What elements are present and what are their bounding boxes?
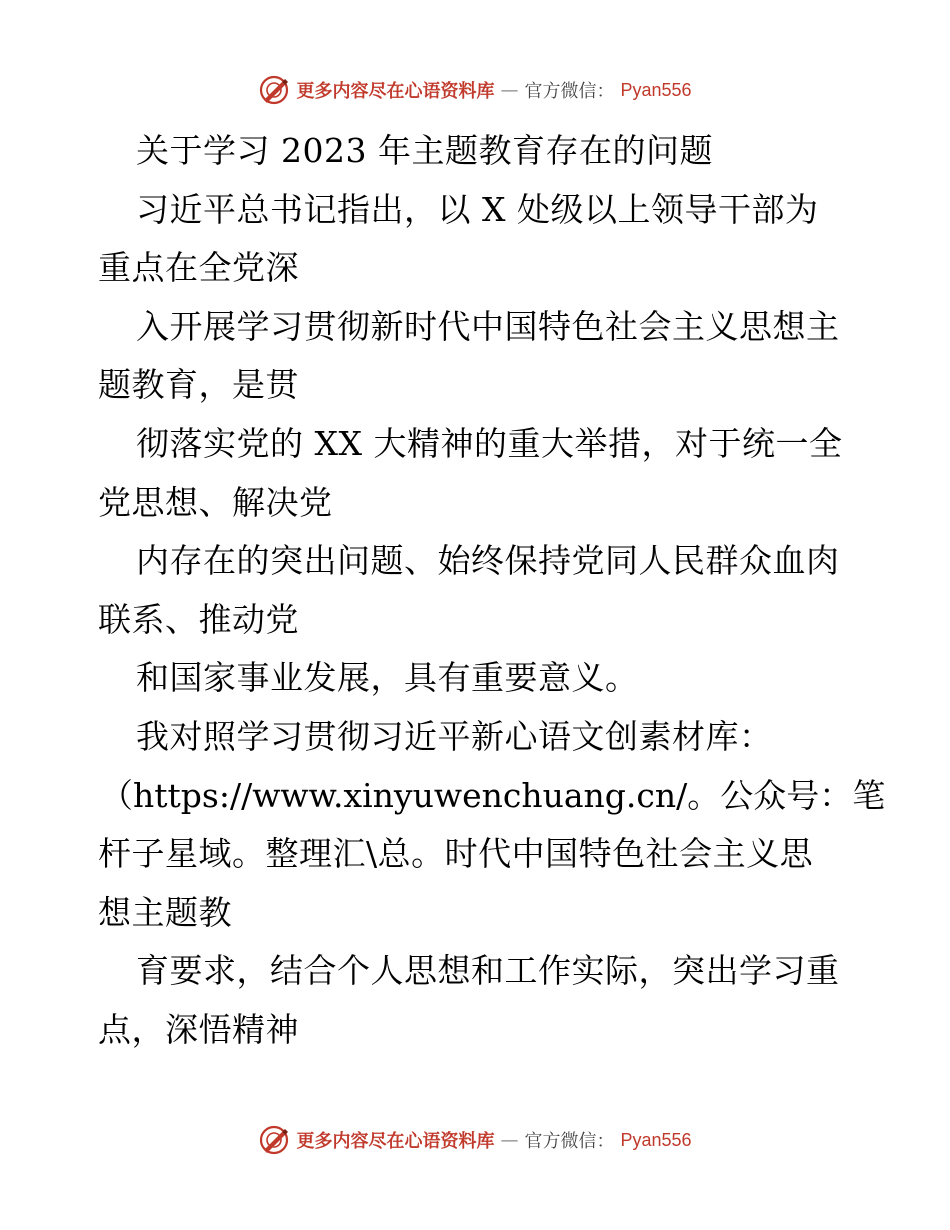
paragraph-line: 习近平总书记指出，以 X 处级以上领导干部为 <box>136 189 819 229</box>
banner-wechat-handle: Pyan556 <box>620 1129 692 1150</box>
paragraph-line: 彻落实党的 XX 大精神的重大举措，对于统一全 <box>136 423 843 463</box>
banner-wechat-label: 官方微信： <box>524 81 615 102</box>
paragraph-line-url: （https://www.xinyuwenchuang.cn/。公众号：笔 <box>100 775 886 815</box>
paragraph-line: 题教育，是贯 <box>98 365 299 405</box>
pen-logo-icon <box>258 74 290 106</box>
paragraph-line: 和国家事业发展，具有重要意义。 <box>136 658 639 698</box>
document-body <box>98 122 886 1060</box>
paragraph-line: 联系、推动党 <box>98 599 299 639</box>
banner-brand-text: 更多内容尽在心语资料库 <box>296 81 495 102</box>
paragraph-line: 育要求，结合个人思想和工作实际，突出学习重 <box>136 951 840 991</box>
banner-brand-text: 更多内容尽在心语资料库 <box>296 1131 495 1152</box>
paragraph-line: 入开展学习贯彻新时代中国特色社会主义思想主 <box>136 306 840 346</box>
paragraph-line: 杆子星域。整理汇\总。时代中国特色社会主义思 <box>98 834 814 874</box>
paragraph-line: 我对照学习贯彻习近平新心语文创素材库： <box>136 716 773 756</box>
paragraph-line: 党思想、解决党 <box>98 482 333 522</box>
banner-wechat-label: 官方微信： <box>524 1131 615 1152</box>
paragraph-line: 想主题教 <box>98 892 232 932</box>
banner-wechat-handle: Pyan556 <box>620 79 692 100</box>
header-banner <box>0 74 950 106</box>
document-title: 关于学习 2023 年主题教育存在的问题 <box>136 131 713 170</box>
footer-banner <box>0 1124 950 1156</box>
paragraph-line: 内存在的突出问题、始终保持党同人民群众血肉 <box>136 541 840 581</box>
paragraph-line: 重点在全党深 <box>98 248 299 288</box>
paragraph-line: 点，深悟精神 <box>98 1009 299 1049</box>
banner-separator: — <box>500 1129 519 1151</box>
banner-separator: — <box>500 79 519 101</box>
pen-logo-icon <box>258 1124 290 1156</box>
